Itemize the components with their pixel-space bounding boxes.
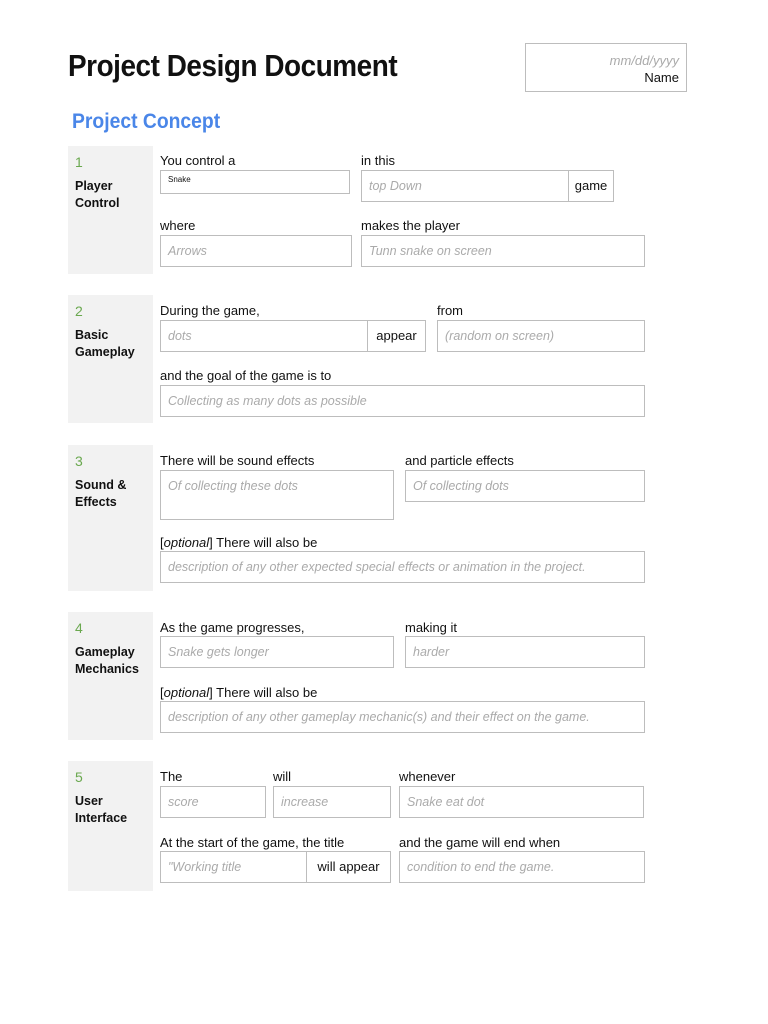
during-game-label: During the game, — [160, 303, 260, 318]
title-label: At the start of the game, the title — [160, 835, 345, 850]
section-number: 3 — [75, 453, 83, 469]
goal-field[interactable]: Collecting as many dots as possible — [160, 385, 645, 417]
date-field[interactable]: mm/dd/yyyy — [609, 53, 679, 68]
section-number: 5 — [75, 769, 83, 785]
optional-word: optional — [163, 685, 210, 700]
date-name-box — [525, 43, 687, 92]
goal-label: and the goal of the game is to — [160, 368, 332, 383]
section-label: Basic Gameplay — [75, 328, 135, 359]
title-field[interactable]: "Working title — [160, 851, 307, 883]
sound-effects-label: There will be sound effects — [160, 453, 315, 468]
from-field[interactable]: (random on screen) — [437, 320, 645, 352]
document-title: Project Design Document — [68, 48, 398, 83]
optional-mechanics-field[interactable]: description of any other gameplay mechanic(s) and their effect on the game. — [160, 701, 645, 733]
section-label: User Interface — [75, 794, 128, 825]
section-5-sidebar — [68, 761, 153, 891]
in-this-label: in this — [361, 153, 395, 168]
progresses-label: As the game progresses, — [160, 620, 305, 635]
section-2-sidebar — [68, 295, 153, 423]
will-appear-box: will appear — [306, 851, 391, 883]
makes-player-field[interactable]: Tunn snake on screen — [361, 235, 645, 267]
where-label: where — [160, 218, 196, 233]
making-it-label: making it — [405, 620, 458, 635]
progresses-field[interactable]: Snake gets longer — [160, 636, 394, 668]
section-number: 2 — [75, 303, 83, 319]
optional-word: optional — [163, 535, 210, 550]
particle-effects-label: and particle effects — [405, 453, 514, 468]
sound-effects-field[interactable]: Of collecting these dots — [160, 470, 394, 520]
making-it-field[interactable]: harder — [405, 636, 645, 668]
section-label: Gameplay Mechanics — [75, 645, 139, 676]
where-field[interactable]: Arrows — [160, 235, 352, 267]
during-game-field[interactable]: dots — [160, 320, 368, 352]
whenever-field[interactable]: Snake eat dot — [399, 786, 644, 818]
game-end-field[interactable]: condition to end the game. — [399, 851, 645, 883]
you-control-label: You control a — [160, 153, 236, 168]
the-label: The — [160, 769, 183, 784]
section-number: 1 — [75, 154, 83, 170]
whenever-label: whenever — [399, 769, 456, 784]
section-label: Player Control — [75, 179, 120, 210]
will-label: will — [273, 769, 292, 784]
the-field[interactable]: score — [160, 786, 266, 818]
in-this-field[interactable]: top Down — [361, 170, 569, 202]
makes-player-label: makes the player — [361, 218, 460, 233]
game-word-box: game — [568, 170, 614, 202]
section-number: 4 — [75, 620, 83, 636]
section-1-sidebar — [68, 146, 153, 274]
section-3-sidebar — [68, 445, 153, 591]
optional-rest: There will also be — [212, 535, 318, 550]
name-field[interactable]: Name — [644, 70, 679, 85]
will-field[interactable]: increase — [273, 786, 391, 818]
from-label: from — [437, 303, 463, 318]
section-label: Sound & Effects — [75, 478, 127, 509]
optional-rest: There will also be — [212, 685, 318, 700]
optional-effects-label: [optional] There will also be — [160, 535, 318, 550]
section-heading: Project Concept — [72, 110, 221, 133]
optional-mechanics-label: [optional] There will also be — [160, 685, 318, 700]
optional-effects-field[interactable]: description of any other expected special effects or animation in the project. — [160, 551, 645, 583]
you-control-field[interactable]: Snake — [160, 170, 350, 194]
game-end-label: and the game will end when — [399, 835, 561, 850]
section-4-sidebar — [68, 612, 153, 740]
appear-word-box: appear — [367, 320, 426, 352]
particle-effects-field[interactable]: Of collecting dots — [405, 470, 645, 502]
